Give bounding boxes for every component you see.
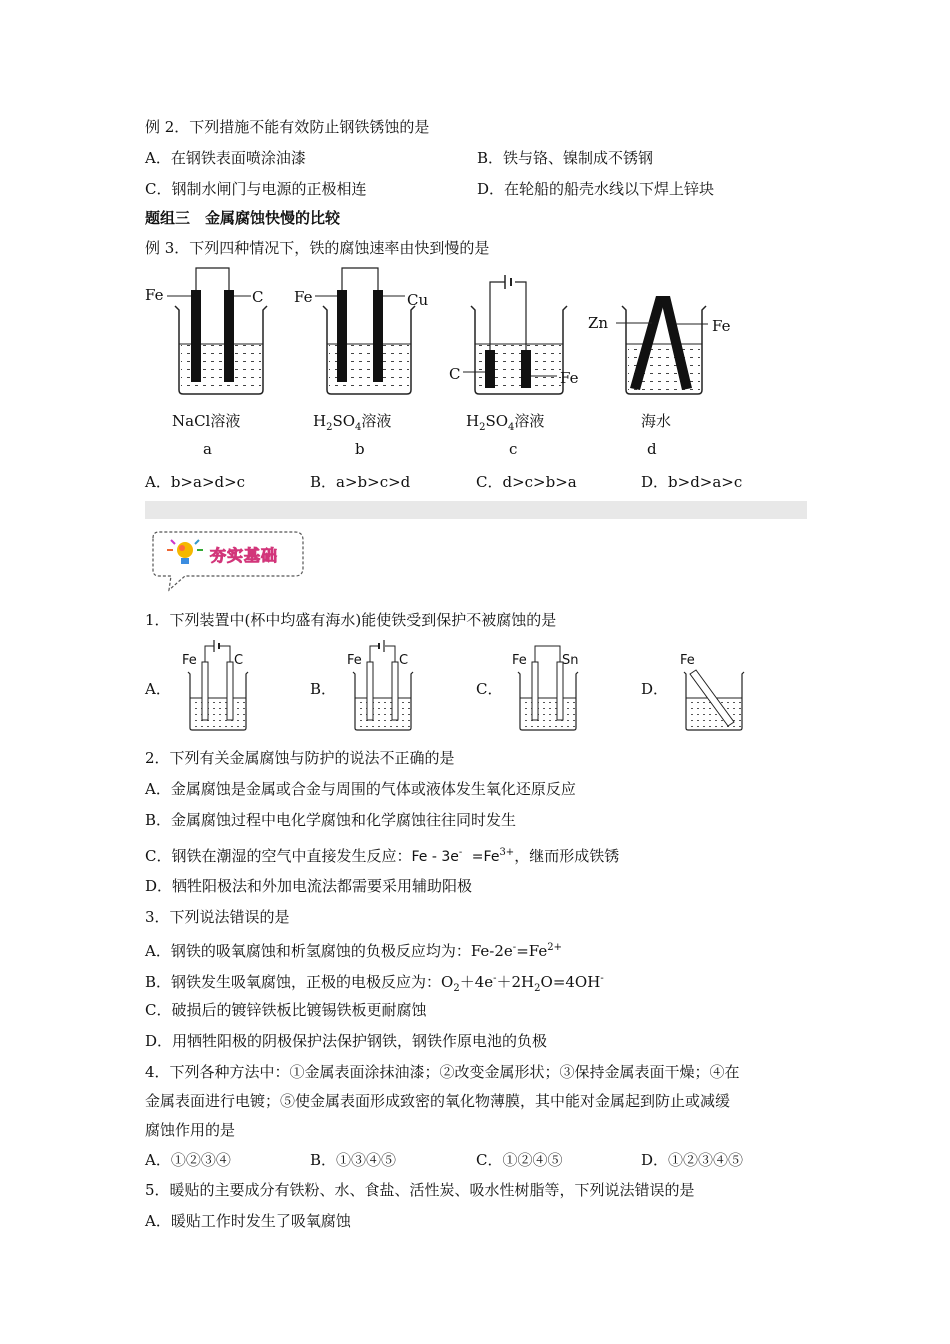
ex2-option-d: D．在轮船的船壳水线以下焊上锌块 xyxy=(477,180,715,198)
q2-option-d: D．牺牲阳极法和外加电流法都需要采用辅助阳极 xyxy=(145,877,473,895)
section-divider-bar xyxy=(145,501,807,519)
q1-fig-b-right-label: C xyxy=(399,653,409,668)
ex3-fig-b-right-label: Cu xyxy=(407,291,429,309)
ex3-fig-c-left-label: C xyxy=(449,365,461,383)
ex3-fig-a-letter: a xyxy=(203,440,212,458)
q1-fig-a-left-label: Fe xyxy=(182,653,197,668)
q2-option-b: B．金属腐蚀过程中电化学腐蚀和化学腐蚀往往同时发生 xyxy=(145,811,517,829)
ex3-option-b: B．a>b>c>d xyxy=(310,473,411,491)
ex3-fig-d-left-label: Zn xyxy=(588,314,609,332)
ex3-option-d: D．b>d>a>c xyxy=(641,473,743,491)
ex2-option-c: C．钢制水闸门与电源的正极相连 xyxy=(145,180,367,198)
q4-option-d: D．①②③④⑤ xyxy=(641,1151,744,1169)
q1-option-d: D． xyxy=(641,680,669,698)
ex3-fig-c-letter: c xyxy=(509,440,518,458)
ex3-option-c: C．d>c>b>a xyxy=(476,473,577,491)
section-badge-text: 夯实基础 xyxy=(210,546,279,565)
q3-option-a: A．钢铁的吸氧腐蚀和析氢腐蚀的负极反应均为：$Fe-2e^-=Fe^{2+}$ xyxy=(145,942,562,960)
ex3-fig-d-solution: 海水 xyxy=(641,412,672,430)
q4-option-a: A．①②③④ xyxy=(145,1151,231,1169)
q2-option-a: A．金属腐蚀是金属或合金与周围的气体或液体发生氧化还原反应 xyxy=(145,780,576,798)
ex3-fig-a-left-label: Fe xyxy=(145,286,164,304)
ex3-stem: 例 3．下列四种情况下，铁的腐蚀速率由快到慢的是 xyxy=(145,239,490,257)
q1-stem: 1．下列装置中(杯中均盛有海水)能使铁受到保护不被腐蚀的是 xyxy=(145,611,557,629)
q3-option-b: B．钢铁发生吸氧腐蚀，正极的电极反应为：$O_2+4e^-+2H_2O=4OH^-$ xyxy=(145,973,604,994)
q1-fig-c-right-label: Sn xyxy=(562,653,579,668)
ex3-figure-b xyxy=(293,262,433,402)
ex2-option-a: A．在钢铁表面喷涂油漆 xyxy=(145,149,306,167)
q1-fig-d-label: Fe xyxy=(680,653,695,668)
ex2-stem: 例 2．下列措施不能有效防止钢铁锈蚀的是 xyxy=(145,118,430,136)
q4-stem-line1: 4．下列各种方法中：①金属表面涂抹油漆；②改变金属形状；③保持金属表面干燥；④在 xyxy=(145,1063,740,1081)
q1-fig-a-right-label: C xyxy=(234,653,244,668)
q2-option-c: C．钢铁在潮湿的空气中直接发生反应：$Fe - 3e^- =Fe^{3+}$，继而形成铁锈 xyxy=(145,847,620,865)
q3-stem: 3．下列说法错误的是 xyxy=(145,908,290,926)
ex3-fig-c-right-label: Fe xyxy=(560,369,579,387)
ex3-fig-a-solution: NaCl溶液 xyxy=(172,412,241,430)
q1-option-c: C． xyxy=(476,680,503,698)
q4-option-c: C．①②④⑤ xyxy=(476,1151,563,1169)
ex3-fig-b-letter: b xyxy=(355,440,365,458)
ex3-figure-d xyxy=(600,290,740,400)
q5-option-a: A．暖贴工作时发生了吸氧腐蚀 xyxy=(145,1212,351,1230)
q4-stem-line2: 金属表面进行电镀；⑤使金属表面形成致密的氧化物薄膜，其中能对金属起到防止或减缓 xyxy=(145,1092,731,1110)
q1-fig-c-left-label: Fe xyxy=(512,653,527,668)
ex3-fig-a-right-label: C xyxy=(252,288,264,306)
ex3-fig-d-letter: d xyxy=(647,440,657,458)
ex3-fig-b-solution: $H_2SO_4$溶液 xyxy=(313,412,392,433)
q4-option-b: B．①③④⑤ xyxy=(310,1151,397,1169)
q5-stem: 5．暖贴的主要成分有铁粉、水、食盐、活性炭、吸水性树脂等，下列说法错误的是 xyxy=(145,1181,695,1199)
ex3-fig-d-right-label: Fe xyxy=(712,317,731,335)
group3-title: 题组三 金属腐蚀快慢的比较 xyxy=(145,209,341,227)
ex3-fig-b-left-label: Fe xyxy=(294,288,313,306)
q4-stem-line3: 腐蚀作用的是 xyxy=(145,1121,236,1139)
ex3-fig-c-solution: $H_2SO_4$溶液 xyxy=(466,412,545,433)
q1-option-b: B． xyxy=(310,680,337,698)
ex2-option-b: B．铁与铬、镍制成不锈钢 xyxy=(477,149,654,167)
q3-option-c: C．破损后的镀锌铁板比镀锡铁板更耐腐蚀 xyxy=(145,1001,427,1019)
q1-fig-b-left-label: Fe xyxy=(347,653,362,668)
ex3-figure-a xyxy=(145,262,285,402)
lightbulb-icon xyxy=(163,536,207,570)
q1-option-a: A． xyxy=(145,680,171,698)
q2-stem: 2．下列有关金属腐蚀与防护的说法不正确的是 xyxy=(145,749,455,767)
ex3-option-a: A．b>a>d>c xyxy=(145,473,246,491)
q3-option-d: D．用牺牲阳极的阴极保护法保护钢铁，钢铁作原电池的负极 xyxy=(145,1032,548,1050)
